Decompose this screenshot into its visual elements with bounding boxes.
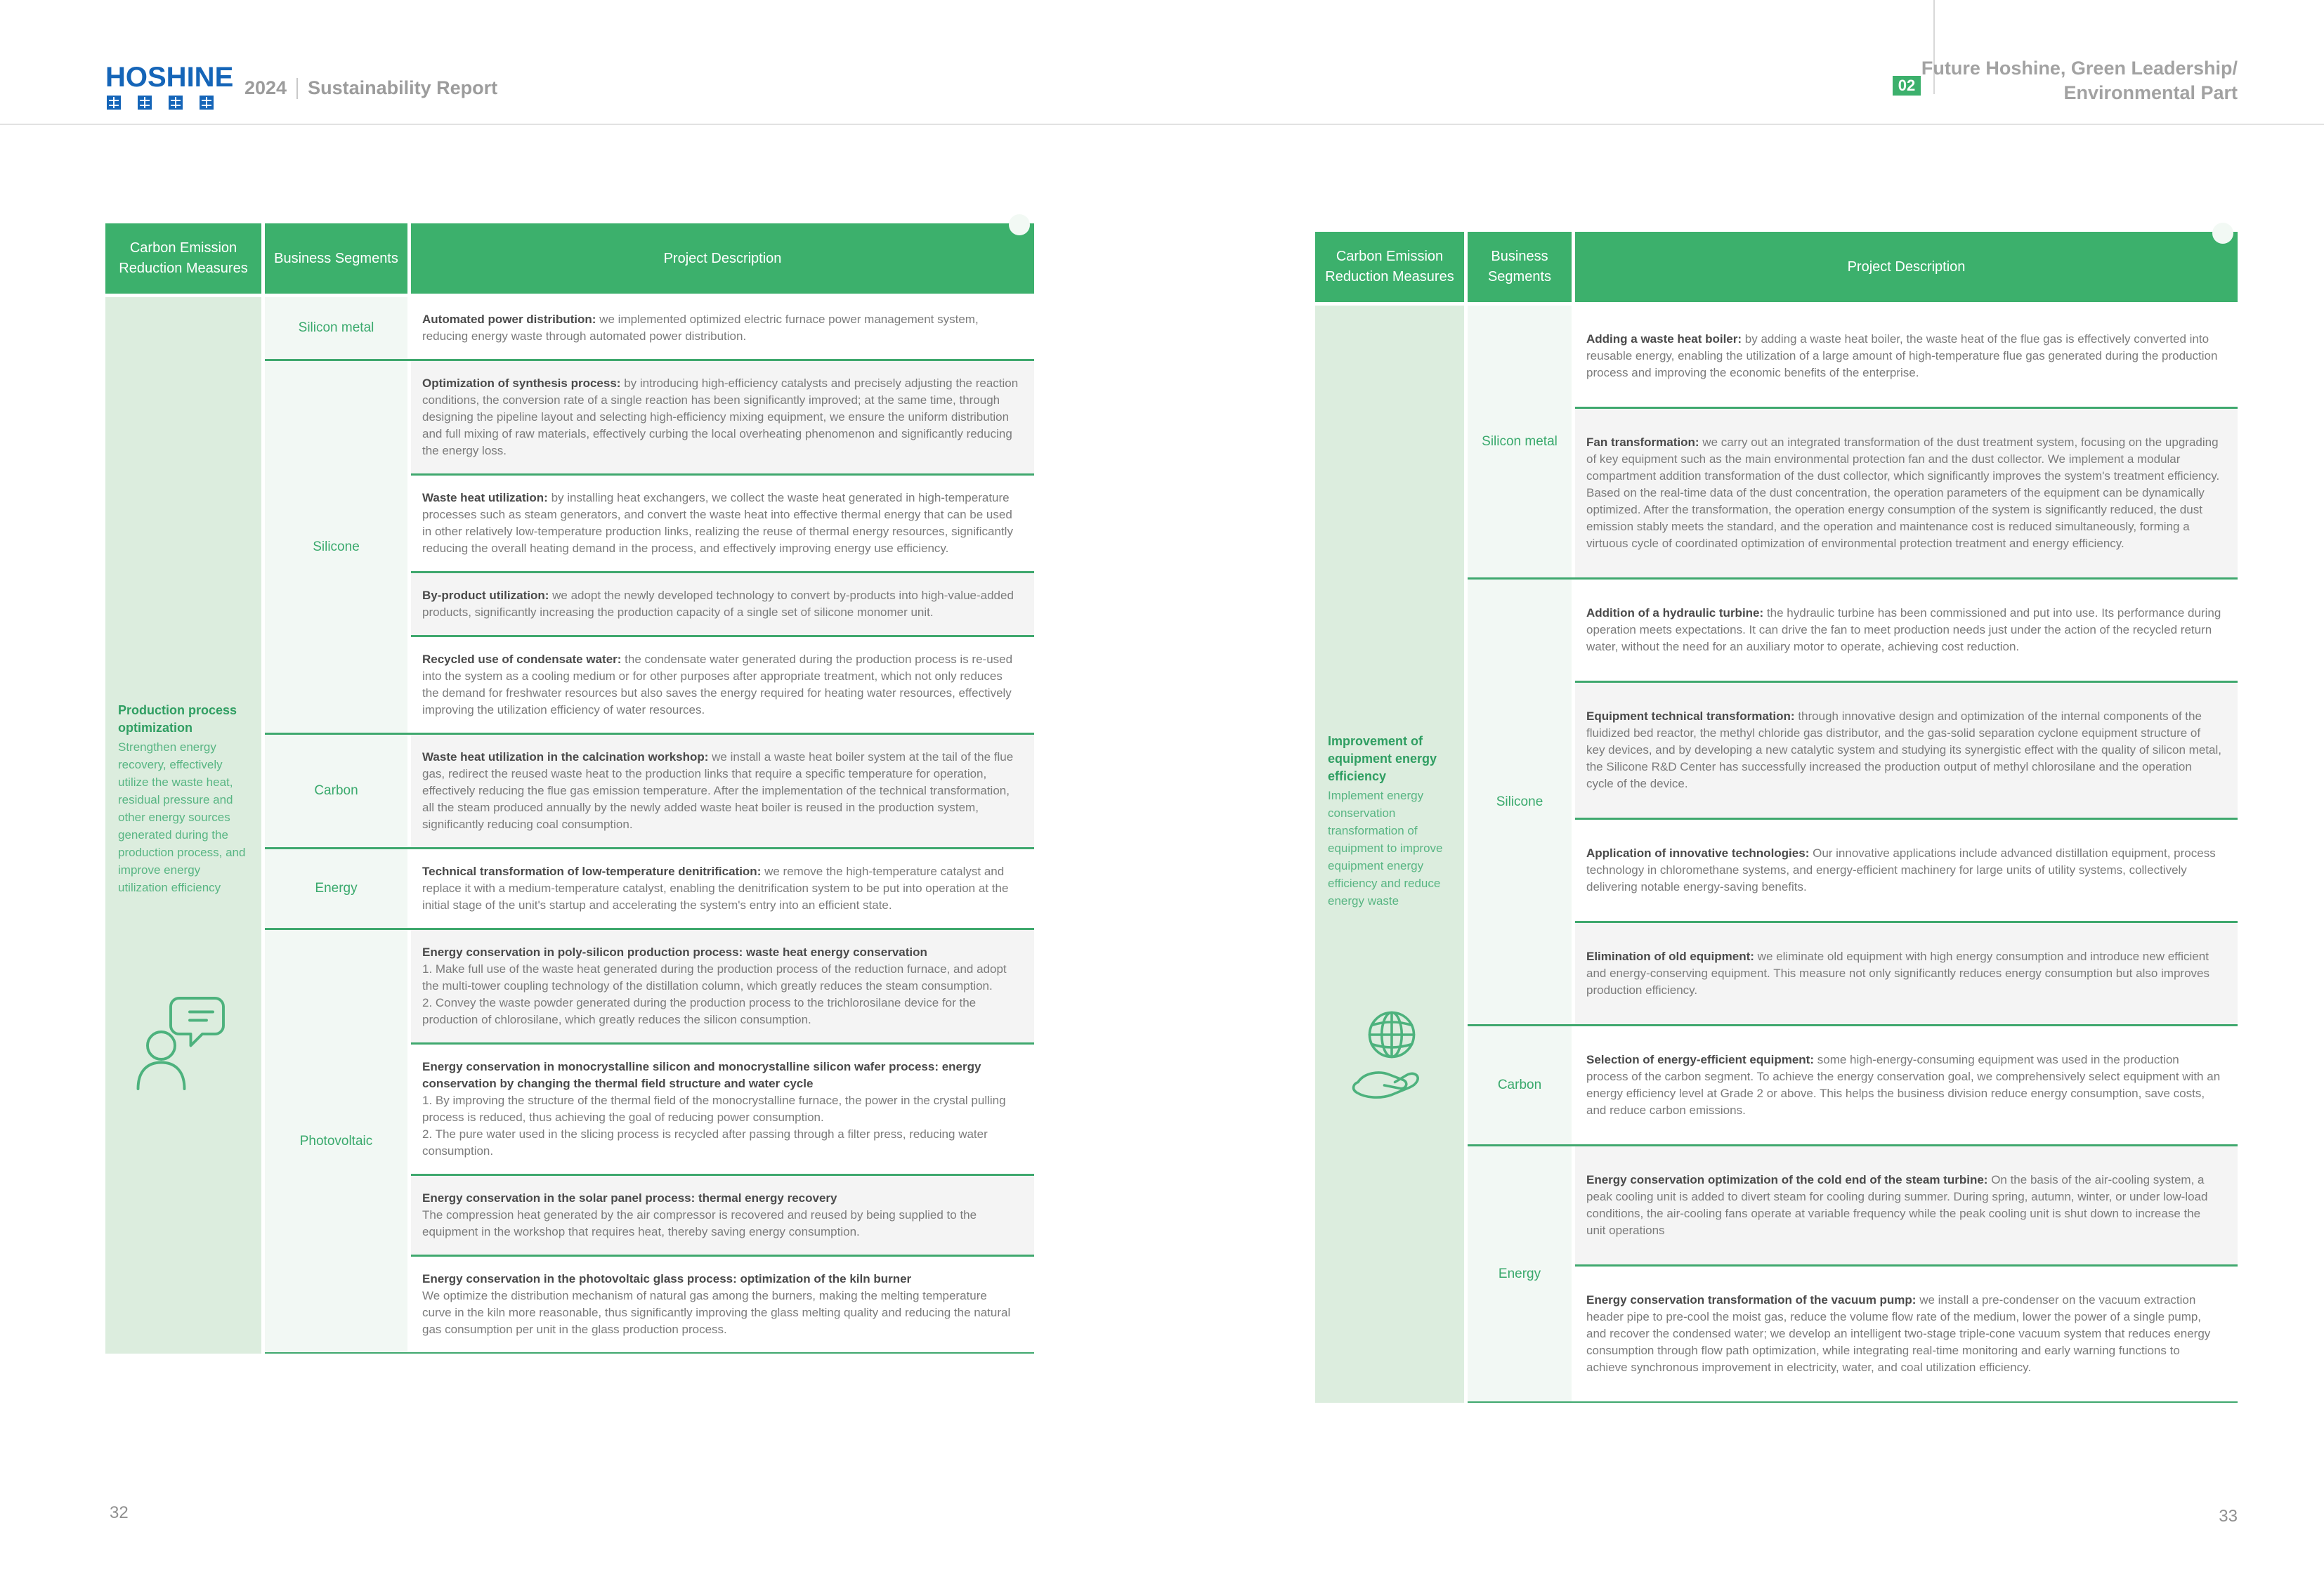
project-lead: Equipment technical transformation: xyxy=(1586,709,1795,723)
project-description-row xyxy=(1575,580,2238,681)
project-description xyxy=(422,749,1019,833)
project-description xyxy=(422,1059,1019,1092)
project-rows xyxy=(411,849,1034,928)
header-divider xyxy=(0,124,2324,125)
project-text: we implemented optimized electric furnace power management system, reducing energy waste through automated power distribution. xyxy=(422,313,979,343)
business-segment-label: Energy xyxy=(265,849,407,928)
project-lead: Energy conservation in the solar panel process: thermal energy recovery xyxy=(422,1191,837,1205)
measure-description: Implement energy conservation transformation of equipment to improve equipment energy efficiency and reduce energy waste xyxy=(1328,788,1443,908)
person-speech-bubble-icon xyxy=(131,988,236,1097)
report-meta xyxy=(244,77,497,99)
project-lead: Automated power distribution: xyxy=(422,313,596,326)
project-description-row xyxy=(411,473,1034,571)
segment-group xyxy=(1468,1144,2238,1401)
project-description-row xyxy=(1575,407,2238,577)
chapter-number-badge: 02 xyxy=(1893,76,1921,96)
project-description-row xyxy=(411,635,1034,733)
meta-divider xyxy=(296,78,298,99)
project-lead: Energy conservation in poly-silicon production process: waste heat energy conservation xyxy=(422,945,927,959)
project-description xyxy=(1586,1172,2222,1239)
project-text: by adding a waste heat boiler, the waste heat of the flue gas is effectively converted into reusable energy, enabling the utilization of a large amount of high-temperature flue gas generated during the production process and improving the economic benefits of the enterprise. xyxy=(1586,332,2218,379)
business-segment-label: Silicone xyxy=(265,361,407,733)
project-text: On the basis of the air-cooling system, a peak cooling unit is added to divert steam for cooling during summer. During spring, autumn, winter, or under low-load conditions, the air-cooling fans operate at variable frequency while the peak cooling unit is shut down to increase the unit operations xyxy=(1586,1173,2208,1237)
project-description xyxy=(422,1271,1019,1288)
project-lead: Fan transformation: xyxy=(1586,436,1699,449)
measures-cell xyxy=(105,297,261,1354)
table-header-row xyxy=(105,223,1034,294)
project-lead: Waste heat utilization in the calcination workshop: xyxy=(422,750,709,764)
project-description-row xyxy=(1575,818,2238,921)
project-text: we install a waste heat boiler system at the tail of the flue gas, redirect the reused waste heat to the production links that require a specific temperature for operation, effectively reducing the flue gas emission temperature. After the implementation of the technical transformation, all the steam produced annually by the newly added waste heat boiler is reused in the production system, significantly reducing coal consumption. xyxy=(422,750,1014,831)
segment-groups xyxy=(1468,306,2238,1403)
left-page-number: 32 xyxy=(110,1503,129,1522)
project-lead: Optimization of synthesis process: xyxy=(422,377,621,390)
project-description xyxy=(1586,1292,2222,1376)
project-description-row xyxy=(1575,921,2238,1024)
business-segment-label: Energy xyxy=(1468,1146,1572,1401)
project-description-row xyxy=(1575,1026,2238,1144)
project-lead: Waste heat utilization: xyxy=(422,491,548,504)
project-text: we remove the high-temperature catalyst and replace it with a medium-temperature catalyst, enabling the denitrification system to be put into operation at the initial stage of the unit's startup and accelerating the system's entry into an efficient state. xyxy=(422,865,1009,912)
business-segment-label: Carbon xyxy=(1468,1026,1572,1144)
segment-group xyxy=(265,928,1034,1352)
project-description xyxy=(422,587,1019,621)
project-description-row xyxy=(411,361,1034,473)
segment-group xyxy=(265,359,1034,733)
project-description xyxy=(422,311,1019,345)
business-segment-label: Silicon metal xyxy=(1468,306,1572,577)
project-text: we carry out an integrated transformation of the dust treatment system, focusing on the upgrading of key equipment such as the main environmental protection fan and the dust collector. We implement a modular compartment addition transformation of the dust collector, which significantly improves the system's treatment efficiency. Based on the real-time data of the dust concentration, the operation parameters of the equipment can be dynamically optimized. After the transformation, the operation energy consumption of the system is significantly reduced, the dust emission stably meets the standard, and the operation and maintenance cost is reduced simultaneously, forming a virtuous cycle of coordinated optimization of environmental protection treatment and energy efficiency. xyxy=(1586,436,2220,550)
project-description-row xyxy=(411,1042,1034,1174)
business-segment-label: Silicone xyxy=(1468,580,1572,1024)
project-text: through innovative design and optimization of the internal components of the fluidized bed reactor, the methyl chloride gas distributor, and the gas-solid separation cyclone equipment structure of key devices, and by developing a new catalytic system and studying its synergistic effect with the quality of silicon metal, the Silicone R&D Center has successfully increased the production output of methyl chlorosilane and the operation cycle of the device. xyxy=(1586,709,2221,790)
project-rows xyxy=(411,297,1034,359)
project-lead: Recycled use of condensate water: xyxy=(422,653,622,666)
project-rows xyxy=(1575,1026,2238,1144)
segment-group xyxy=(265,733,1034,847)
project-description xyxy=(1586,708,2222,792)
segment-group xyxy=(265,847,1034,928)
project-text: we install a pre-condenser on the vacuum extraction header pipe to pre-cool the moist gas, reduce the volume flow rate of the medium, lower the power of a single pump, and recover the condensed water; we develop an intelligent two-stage triple-cone vacuum system that reduces energy consumption through flow path optimization, while integrating real-time monitoring and early warning functions to achieve synchronous improvement in electricity, water, and coal utilization efficiency. xyxy=(1586,1293,2211,1374)
measure-title: Production process optimization xyxy=(118,703,237,735)
project-description-row xyxy=(411,571,1034,635)
column-header: Carbon Emission Reduction Measures xyxy=(1315,232,1464,302)
project-rows xyxy=(1575,306,2238,577)
measure-title: Improvement of equipment energy efficiency xyxy=(1328,733,1437,783)
project-rows xyxy=(411,735,1034,847)
column-header: Business Segments xyxy=(1468,232,1572,302)
hand-globe-icon xyxy=(1337,1001,1442,1110)
segment-group xyxy=(265,297,1034,359)
project-text-line: The compression heat generated by the air compressor is recovered and reused by being supplied to the equipment in the workshop that requires heat, thereby saving energy consumption. xyxy=(422,1208,977,1238)
project-lead: Energy conservation in the photovoltaic glass process: optimization of the kiln burner xyxy=(422,1272,912,1285)
segment-groups xyxy=(265,297,1034,1354)
segment-group xyxy=(1468,306,2238,577)
project-description xyxy=(422,863,1019,914)
project-lead: Energy conservation transformation of the vacuum pump: xyxy=(1586,1293,1917,1307)
project-lead: Adding a waste heat boiler: xyxy=(1586,332,1742,346)
chapter-title-line2: Environmental Part xyxy=(2063,82,2238,103)
project-description xyxy=(422,944,1019,961)
table-body xyxy=(105,297,1034,1354)
project-description-row xyxy=(411,735,1034,847)
project-rows xyxy=(1575,1146,2238,1401)
project-text: the condensate water generated during the production process is re-used into the system as a cooling medium or for other purposes after appropriate treatment, which not only reduces the demand for freshwater resources but also saves the energy required for heating water resources, effectively improving the utilization efficiency of water resources. xyxy=(422,653,1013,716)
column-header: Project Description xyxy=(411,223,1034,294)
table-header-row xyxy=(1315,232,2238,302)
project-description-row xyxy=(411,297,1034,359)
project-text: by introducing high-efficiency catalysts and precisely adjusting the reaction conditions, the conversion rate of a single reaction has been significantly improved; at the same time, through designing the pipeline layout and selecting high-efficiency mixing equipment, we ensure the uniform distribution and full mixing of raw materials, effectively curbing the local overheating phenomenon and significantly reducing the energy loss. xyxy=(422,377,1019,457)
segment-group xyxy=(1468,1024,2238,1144)
project-description-row xyxy=(1575,681,2238,818)
measure-description: Strengthen energy recovery, effectively utilize the waste heat, residual pressure and other energy sources generated during the production process, and improve energy utilization efficiency xyxy=(118,740,246,894)
project-rows xyxy=(1575,580,2238,1024)
chapter-title xyxy=(1921,56,2238,105)
project-description xyxy=(422,651,1019,719)
project-description-row xyxy=(411,930,1034,1042)
logo-cjk-characters xyxy=(105,94,216,111)
project-lead: Selection of energy-efficient equipment: xyxy=(1586,1053,1814,1066)
project-description-row xyxy=(411,1255,1034,1352)
logo-wordmark: HOSHINE xyxy=(105,62,234,93)
project-description xyxy=(1586,948,2222,999)
project-description-row xyxy=(1575,1264,2238,1401)
project-description xyxy=(1586,845,2222,896)
hoshine-logo xyxy=(105,62,234,111)
project-text: we eliminate old equipment with high energy consumption and introduce new efficient and energy-conserving equipment. This measure not only significantly reduces energy consumption but also improves production efficiency. xyxy=(1586,950,2209,997)
right-table xyxy=(1315,232,2238,1403)
project-lead: Elimination of old equipment: xyxy=(1586,950,1754,963)
measures-cell xyxy=(1315,306,1464,1403)
business-segment-label: Photovoltaic xyxy=(265,930,407,1352)
project-lead: By-product utilization: xyxy=(422,589,549,602)
project-text-line: 1. Make full use of the waste heat generated during the production process of the reduction furnace, and adopt the multi-tower coupling technology of the distillation column, which greatly reduces the steam consumption. xyxy=(422,962,1007,993)
business-segment-label: Silicon metal xyxy=(265,297,407,359)
table-body xyxy=(1315,306,2238,1403)
project-lead: Energy conservation optimization of the cold end of the steam turbine: xyxy=(1586,1173,1988,1186)
project-text: by installing heat exchangers, we collect the waste heat generated in high-temperature processes such as steam generators, and convert the waste heat into effective thermal energy that can be used in other relatively low-temperature production links, realizing the reuse of thermal energy resources, significantly reducing the overall heating demand in the process, and effectively improving energy use efficiency. xyxy=(422,491,1013,555)
project-text-line: 1. By improving the structure of the thermal field of the monocrystalline furnace, the power in the crystal pulling process is reduced, thus achieving the goal of reducing power consumption. xyxy=(422,1094,1006,1124)
chapter-title-line1: Future Hoshine, Green Leadership/ xyxy=(1921,58,2238,79)
right-page-number: 33 xyxy=(2219,1507,2238,1526)
project-description-row xyxy=(1575,306,2238,407)
column-header: Project Description xyxy=(1575,232,2238,302)
project-text: some high-energy-consuming equipment was used in the production process of the carbon segment. To achieve the energy conservation goal, we comprehensively select equipment with an energy efficiency level at Grade 2 or above. This helps the business division reduce energy consumption, save costs, and reduce carbon emissions. xyxy=(1586,1053,2221,1117)
business-segment-label: Carbon xyxy=(265,735,407,847)
project-text-line: We optimize the distribution mechanism of natural gas among the burners, making the melting temperature curve in the kiln more reasonable, thus significantly improving the glass melting quality and reducing the natural gas consumption per unit in the glass production process. xyxy=(422,1289,1011,1336)
column-header: Carbon Emission Reduction Measures xyxy=(105,223,261,294)
project-text: we adopt the newly developed technology to convert by-products into high-value-added products, significantly increasing the production capacity of a single set of silicone monomer unit. xyxy=(422,589,1014,619)
segment-group xyxy=(1468,577,2238,1024)
report-year: 2024 xyxy=(244,77,287,98)
project-description xyxy=(1586,434,2222,552)
column-header: Business Segments xyxy=(265,223,407,294)
left-table xyxy=(105,223,1034,1354)
project-text: the hydraulic turbine has been commissioned and put into use. Its performance during operation meets expectations. It can drive the fan to meet production needs just under the action of the recycled return water, without the need for an auxiliary motor to operate, achieving cost reduction. xyxy=(1586,606,2221,653)
project-text-line: 2. Convey the waste powder generated during the production process to the trichlorosilane device for the production of chlorosilane, which greatly reduces the silicon consumption. xyxy=(422,996,977,1026)
project-lead: Addition of a hydraulic turbine: xyxy=(1586,606,1764,620)
project-rows xyxy=(411,361,1034,733)
project-lead: Energy conservation in monocrystalline silicon and monocrystalline silicon wafer process: energy conservation by changing the thermal field structure and water cycle xyxy=(422,1060,981,1090)
project-lead: Application of innovative technologies: xyxy=(1586,846,1810,860)
project-text-line: 2. The pure water used in the slicing process is recycled after passing through a filter press, reducing water consumption. xyxy=(422,1127,988,1158)
project-description xyxy=(422,490,1019,557)
project-description-row xyxy=(411,1174,1034,1255)
project-description-row xyxy=(411,849,1034,928)
project-description xyxy=(1586,1052,2222,1119)
report-title: Sustainability Report xyxy=(308,77,498,98)
project-description xyxy=(422,1190,1019,1207)
project-description xyxy=(422,375,1019,459)
project-description xyxy=(1586,605,2222,655)
project-rows xyxy=(411,930,1034,1352)
project-lead: Technical transformation of low-temperature denitrification: xyxy=(422,865,762,878)
project-description xyxy=(1586,331,2222,381)
project-text: Our innovative applications include advanced distillation equipment, process technology in chloromethane systems, and energy-efficient machinery for large units of utility systems, collectively delivering notable energy-saving benefits. xyxy=(1586,846,2216,894)
project-description-row xyxy=(1575,1146,2238,1264)
